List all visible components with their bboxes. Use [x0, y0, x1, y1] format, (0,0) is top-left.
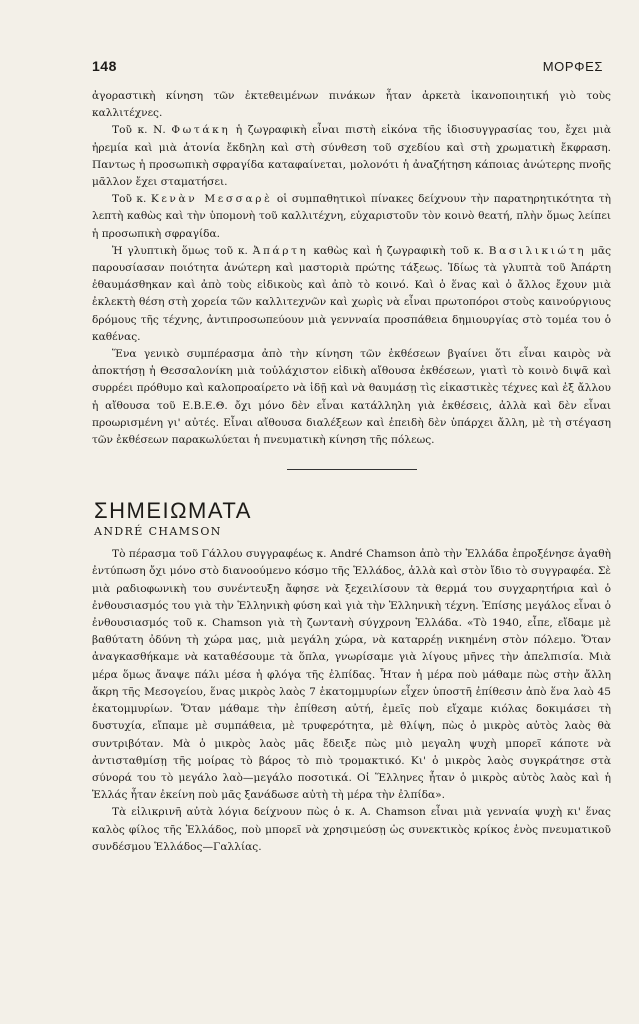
page-number: 148	[92, 58, 117, 74]
text-run: μᾶς παρουσίασαν ποιότητα ἀνώτερη καὶ μαστοριὰ πρώτης τάξεως. Ἰδίως τὰ γλυπτὰ τοῦ Ἀπάρτη ἐθαυμάσθηκαν καὶ ἀπὸ τοὺς εἰδικοὺς καὶ ἀπὸ τὸ κοινό. Καὶ ὁ ἕνας καὶ ὁ ἄλλος ἔχουν μιὰ ἐκλεκτὴ θέση στὴ χορεία τῶν καλλιτεχνῶν καὶ χωρὶς νὰ εἶναι πρωτοπόροι στοὺς καινούργιους δρόμους τῆς τέχνης, ἀντιπροσωπεύουν μιὰ γεννναία προσπάθεια δημιουργίας στὸ τομέα του ὁ καθένας.	[92, 244, 612, 343]
artist-name: Φωτάκη	[171, 124, 231, 137]
text-run: Ἡ γλυπτικὴ ὅμως τοῦ κ.	[112, 244, 253, 257]
section-divider	[287, 469, 417, 470]
notes-paragraph: Τὰ εἰλικρινῆ αὐτὰ λόγια δείχνουν πὼς ὁ κ. Α. Chamson εἶναι μιὰ γενναία ψυχὴ κι' ἕνας καλὸς φίλος τῆς Ἑλλάδος, ποὺ μπορεῖ νὰ χρησιμεύσῃ ὡς συνεκτικὸς κρίκος ἑνὸς πνευματικοῦ συνδέσμου Ἑλλάδος—Γαλλίας.	[92, 806, 611, 853]
page-header	[92, 58, 603, 74]
article-paragraph	[92, 243, 611, 346]
article-paragraph: ἀγοραστικὴ κίνηση τῶν ἐκτεθειμένων πινάκων ἦταν ἀρκετὰ ἱκανοποιητική γιὸ τοὺς καλλιτέχνες.	[92, 90, 611, 120]
article-paragraph: Ἕνα γενικὸ συμπέρασμα ἀπὸ τὴν κίνηση τῶν ἐκθέσεων βγαίνει ὅτι εἶναι καιρὸς νὰ ἀποκτήσῃ ἡ Θεσσαλονίκη μιὰ τοὐλάχιστον εἰδικὴ αἴθουσα ἐκθέσεων, γιατὶ τὸ κοινὸ διψᾶ καὶ συρρέει πρόθυμο καὶ καλοπροαίρετο νὰ ἰδῇ καὶ νὰ θαυμάσῃ τὶς εἰκαστικὲς τέχνες καὶ ἐξ ἄλλου ἡ αἴθουσα τοῦ Ε.Β.Ε.Θ. ὄχι μόνο δὲν εἶναι κατάλληλη γιὰ ἐκθέσεις, ἀλλὰ καὶ δὲν εἶναι προωρισμένη γι' αὐτές. Εἶναι αἴθουσα διαλέξεων καὶ ἐπειδὴ δὲν ὑπάρχει ἄλλη, μὲ τὴ στέγαση τῶν ἐκθέσεων παρακωλύεται ἡ πνευματικὴ κίνηση τῆς πόλεως.	[92, 348, 611, 447]
magazine-title: ΜΟΡΦΕΣ	[542, 59, 603, 74]
notes-paragraph: Τὸ πέρασμα τοῦ Γάλλου συγγραφέως κ. André Chamson ἀπὸ τὴν Ἑλλάδα ἐπροξένησε ἀγαθὴ ἐντύπωση ὄχι μόνο στὸ διανοούμενο κόσμο τῆς Ἑλλάδος, ἀλλὰ καὶ στὸν ἴδιο τὸ συγγραφέα. Σὲ μιὰ ραδιοφωνικὴ του συνέντευξη ἄφησε νὰ ξεχειλίσουν τὰ θερμά του συγχαρητήρια καὶ ὁ ἐνθουσιασμός του γιὰ τὴν Ἑλληνικὴ φύση καὶ γιὰ τὴν Ἑλληνικὴ τέχνη. Ἐπίσης μεγάλος εἶναι ὁ ἐνθουσιασμός τοῦ κ. Chamson γιὰ τὴ ζωντανὴ σύγχρονη Ἑλλάδα. «Τὸ 1940, εἶπε, εἴδαμε μὲ βαθύτατη ὀδύνη τὴ χώρα μας, μιὰ μεγάλη χώρα, νὰ καταρρέῃ νικημένη στὸν πόλεμο. Ὅταν ἀναγκασθήκαμε νὰ καταθέσουμε τὰ ὅπλα, γνωρίσαμε γιὰ λίγους μῆνες τὴν ἀπελπισία. Μιὰ μέρα ὅμως ἄναψε πάλι μέσα ἡ φλόγα τῆς ἐλπίδας. Ἦταν ἡ μέρα ποὺ μάθαμε πὼς στὴν ἄλλη ἄκρη τῆς Μεσογείου, ἕνας μικρὸς λαὸς 7 ἑκατομμυρίων εἶχεν ὑποστῆ ἐπίθεσιν ἀπὸ ἕνα λαὸ 45 ἑκατομμυρίων. Ὅταν μάθαμε τὴν ἐπίθεση αὐτή, ἐμεῖς ποὺ εἴχαμε κιόλας δοκιμάσει τὴ δυστυχία, εἴπαμε μὲ συμπάθεια, μὲ τρυφερότητα, μὲ θλίψη, πὼς ὁ μικρὸς αὐτὸς λαὸς θὰ συντριβόταν. Μὰ ὁ μικρὸς λαὸς μᾶς ἔδειξε πὼς μιὸ μεγαλη ψυχὴ μπορεῖ κάποτε νὰ ἀντισταθμίσῃ τῆς μοίρας τὸ βάρος τὸ πιὸ τρομακτικό. Κι' ὁ μικρὸς λαὸς συγκράτησε στὰ σύνορά του τὸ μεγάλο λαὸ—μεγάλο ποσοτικά. Οἱ Ἕλληνες ἦταν ὁ μικρὸς αὐτὸς λαὸς καὶ ἡ Ἑλλάς ἦταν ἐκείνη ποὺ μᾶς ξανάδωσε αὐτὴ τὴ μέρα τὴν ἐλπίδα».	[92, 548, 611, 802]
article-paragraph	[92, 122, 611, 191]
notes-body	[92, 546, 611, 856]
section-title: ΣΗΜΕΙΩΜΑΤΑ	[94, 498, 252, 524]
text-run: Τοῦ κ. Ν.	[112, 124, 172, 137]
text-run: οἱ συμπαθητικοὶ πίνακες δείχνουν τὴν παρατηρητικότητα τὴ λεπτὴ καθὼς καὶ τὴν ὑπομονὴ τοῦ καλλιτέχνη, εὐχαριστοῦν τὸν κοινὸ θεατή, πλὴν ὅμως λείπει ἡ προσωπικὴ σφραγίδα.	[92, 193, 611, 240]
section-subtitle: ANDRÉ CHAMSON	[94, 525, 222, 539]
artist-name: Ἀπάρτη	[252, 244, 309, 257]
text-run: Τοῦ κ.	[112, 193, 151, 206]
article-paragraph	[92, 191, 611, 243]
artist-name: Κενὰν Μεσσαρὲ	[150, 193, 273, 206]
text-run: καθὼς καὶ ἡ ζωγραφικὴ τοῦ κ.	[308, 244, 489, 257]
article-continuation	[92, 88, 611, 449]
artist-name: Βασιλικιώτη	[488, 244, 587, 257]
text-run: ἡ ζωγραφικὴ εἶναι πιστὴ εἰκόνα τῆς ἰδιοσυγγρασίας του, ἔχει μιὰ ἠρεμία καὶ μιὰ ἀτονία ἔκδηλη καὶ στὴ σύνθεση τοῦ σχεδίου καὶ στὴ χρωματικὴ ἔκφραση. Παντως ἡ προσωπικὴ σφραγίδα καταφαίνεται, μολονότι ἡ ἀναζήτηση κάποιας ἀνώτερης πνοῆς μᾶλλον ἔχει σταματήσει.	[92, 124, 611, 189]
